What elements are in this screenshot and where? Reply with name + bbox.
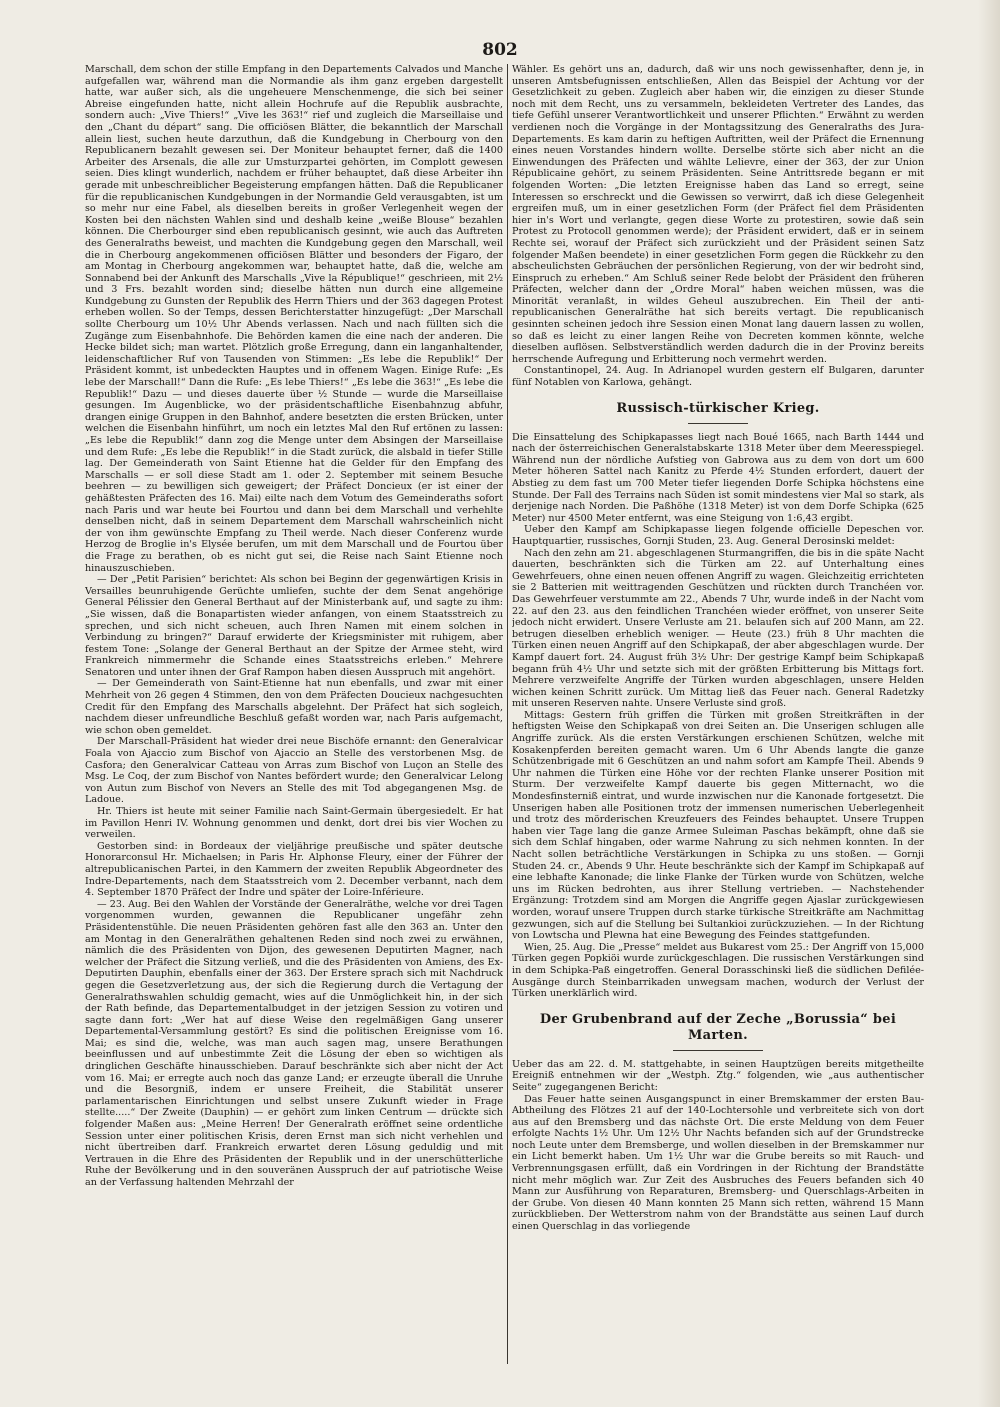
section-headline-war	[512, 401, 924, 424]
headline-text: Russisch-türkischer Krieg.	[616, 400, 820, 416]
paragraph: Gestorben sind: in Bordeaux der vieljährige preußische und später deutsche Honorarconsul Hr. Michaelsen; in Paris Hr. Alphonse Fleury, einer der Führer der altrepublicanischen Partei, in den Kammern der zweiten Republik Abgeordneter des Indre-Departements, nach dem Staatsstreich vom 2. December verbannt, nach dem 4. September 1870 Präfect der Indre und später der Loire-Inférieure.	[85, 840, 503, 899]
paragraph: Wähler. Es gehört uns an, dadurch, daß wir uns noch gewissenhafter, denn je, in unseren Amtsbefugnissen entschließen, Allen das Beispiel der Achtung vor der Gesetzlichkeit zu geben. Zugleich aber haben wir, die einzigen zu dieser Stunde noch mit dem Recht, uns zu versammeln, bekleideten Vertreter des Landes, das tiefe Gefühl unserer Verantwortlichkeit und unserer Pflichten.“ Erwähnt zu werden verdienen noch die Vorgänge in der Montagssitzung des Generalraths des Jura-Departements. Es kam darin zu heftigen Auftritten, weil der Präfect die Ernennung eines neuen Vorstandes hindern wollte. Derselbe störte sich aber nicht an die Einwendungen des Präfecten und wählte Lelievre, einer der 363, der zur Union Républicaine gehört, zu seinem Präsidenten. Seine Antrittsrede begann er mit folgenden Worten: „Die letzten Ereignisse haben das Land so erregt, seine Interessen so erschreckt und die Gewissen so verwirrt, daß ich diese Gelegenheit ergreifen muß, um in einer gesetzlichen Form (der Präfect fiel dem Präsidenten hier in's Wort und verlangte, gegen diese Worte zu protestiren, sowie daß sein Protest zu Protocoll genommen werde); der Präsident erwidert, daß er in seinem Rechte sei, worauf der Präfect sich zurückzieht und der Präsident seinen Satz folgender Maßen beendete) in einer gesetzlichen Form gegen die Rückkehr zu den abscheulichsten Gebräuchen der persönlichen Regierung, von der wir bedroht sind, Einspruch zu erheben.“ Am Schluß seiner Rede belobt der Präsident den früheren Präfecten, welcher dann der „Ordre Moral“ haben weichen müssen, was die Minorität veranlaßt, in wildes Geheul auszubrechen. Ein Theil der anti-republicanischen Generalräthe hat sich bereits vertagt. Die republicanisch gesinnten scheinen jedoch ihre Session einen Monat lang dauern lassen zu wollen, so daß es leicht zu einer langen Reihe von Decreten kommen könnte, welche dieselben auflösen. Selbstverständlich werden dadurch die in der Provinz bereits herrschende Aufregung und Erbitterung noch vermehrt werden.	[512, 64, 924, 365]
paragraph: — Der Gemeinderath von Saint-Etienne hat nun ebenfalls, und zwar mit einer Mehrheit von 26 gegen 4 Stimmen, den von dem Präfecten Doucieux nachgesuchten Credit für den Empfang des Marschalls abgelehnt. Der Präfect hat sich sogleich, nachdem dieser unfreundliche Beschluß gefaßt worden war, nach Paris aufgemacht, wie schon oben gemeldet.	[85, 678, 503, 736]
paragraph: Marschall, dem schon der stille Empfang in den Departements Calvados und Manche aufgefallen war, während man die Normandie als ihm ganz ergeben dargestellt hatte, war außer sich, als die ungeheuere Menschenmenge, die sich bei seiner Abreise eingefunden hatte, nicht allein Hochrufe auf die Republik ausbrachte, sondern auch: „Vive Thiers!“ „Vive les 363!“ rief und zugleich die Marseillaise und den „Chant du départ“ sang. Die officiösen Blätter, die bekanntlich der Marschall allein liest, suchen heute darzuthun, daß die Kundgebung in Cherbourg von den Republicanern bezahlt gewesen sei. Der Moniteur behauptet ferner, daß die 1400 Arbeiter des Arsenals, die alle zur Umsturzpartei gehörten, im Complott gewesen seien. Dies klingt wunderlich, nachdem er früher behauptet, daß diese Arbeiter ihn gerade mit unbeschreiblicher Begeisterung empfangen hätten. Daß die Republicaner für die republicanischen Kundgebungen in der Normandie Geld verausgabten, ist um so mehr nur eine Fabel, als dieselben bereits in großer Verlegenheit wegen der Kosten bei den nächsten Wahlen sind und deshalb keine „weiße Blouse“ bezahlen können. Die Cherbourger sind eben republicanisch gesinnt, wie auch das Auftreten des Generalraths beweist, und machten die Kundgebung gegen den Marschall, weil die in Cherbourg angekommenen officiösen Blätter und besonders der Figaro, der am Montag in Cherbourg angekommen war, behauptet hatte, daß die, welche am Sonnabend bei der Ankunft des Marschalls „Vive la République!“ geschrieen, mit 2½ und 3 Frs. bezahlt worden sind; dieselbe hätten nun durch eine allgemeine Kundgebung zu Gunsten der Republik des Herrn Thiers und der 363 dagegen Protest erheben wollen. So der Temps, dessen Berichterstatter hinzugefügt: „Der Marschall sollte Cherbourg um 10½ Uhr Abends verlassen. Nach und nach füllten sich die Zugänge zum Eisenbahnhofe. Die Behörden kamen die eine nach der anderen. Die Hecke bildet sich; man wartet. Plötzlich große Erregung, dann ein langanhaltender, leidenschaftlicher Ruf von Tausenden von Stimmen: „Es lebe die Republik!“ Der Präsident kommt, ist unbedeckten Hauptes und in offenem Wagen. Einige Rufe: „Es lebe der Marschall!“ Dann die Rufe: „Es lebe Thiers!“ „Es lebe die 363!“ „Es lebe die Republik!“ Dazu — und dieses dauerte über ½ Stunde — wurde die Marseillaise gesungen. Im Augenblicke, wo der präsidentschaftliche Eisenbahnzug abfuhr, drangen einige Gruppen in den Bahnhof, andere besetzten die ersten Brücken, unter welchen die Eisenbahn hinführt, um noch ein letztes Mal den Ruf ertönen zu lassen: „Es lebe die Republik!“ dann zog die Menge unter dem Absingen der Marseillaise und dem Rufe: „Es lebe die Republik!“ in die Stadt zurück, die alsbald in tiefer Stille lag. Der Gemeinderath von Saint Etienne hat die Gelder für den Empfang des Marschalls — er soll diese Stadt am 1. oder 2. September mit seinem Besuche beehren — zu bewilligen sich geweigert; der Präfect Doncieux (er ist einer der gehäßtesten Präfecten des 16. Mai) eilte nach dem Votum des Gemeinderaths sofort nach Paris und war heute bei Fourtou und dann bei dem Marschall und verhehlte denselben nicht, daß in seinem Departement dem Marschall wahrscheinlich nicht der von ihm gewünschte Empfang zu Theil werde. Nach dieser Conferenz wurde Herzog de Broglie in's Elysée berufen, um mit dem Marschall und de Fourtou über die Frage zu berathen, ob es nicht gut sei, die Reise nach Saint Etienne noch hinauszuschieben.	[85, 64, 503, 574]
paragraph: Constantinopel, 24. Aug. In Adrianopel wurden gestern elf Bulgaren, darunter fünf Notablen von Karlowa, gehängt.	[512, 365, 924, 389]
paragraph: Der Marschall-Präsident hat wieder drei neue Bischöfe ernannt: den Generalvicar Foala von Ajaccio zum Bischof von Ajaccio an Stelle des verstorbenen Msg. de Casfora; den Generalvicar Catteau von Arras zum Bischof von Luçon an Stelle des Msg. Le Coq, der zum Bischof von Nantes befördert wurde; den Generalvicar Lelong von Autun zum Bischof von Nevers an Stelle des mit Tod abgegangenen Msg. de Ladoue.	[85, 736, 503, 806]
right-column	[512, 64, 924, 1369]
page-number: 802	[482, 40, 518, 60]
paragraph: Ueber den Kampf am Schipkapasse liegen folgende officielle Depeschen vor. Hauptquartier, russisches, Gornji Studen, 23. Aug. General Derosinski meldet:	[512, 524, 924, 547]
paragraph: — 23. Aug. Bei den Wahlen der Vorstände der Generalräthe, welche vor drei Tagen vorgenommen wurden, gewannen die Republicaner ungefähr zehn Präsidentenstühle. Die neuen Präsidenten gehören fast alle den 363 an. Unter den am Montag in den Generalräthen gehaltenen Reden sind noch zwei zu erwähnen, nämlich die des Präsidenten von Dijon, des gewesenen Deputirten Magner, nach welcher der Präfect die Sitzung verließ, und die des Präsidenten von Amiens, des Ex-Deputirten Dauphin, ebenfalls einer der 363. Der Erstere sprach sich mit Nachdruck gegen die Gesetzverletzung aus, der sich die Regierung durch die Vertagung der Generalrathswahlen schuldig gemacht, wies auf die Unmöglichkeit hin, in der sich der Rath befinde, das Departementalbudget in der jetzigen Session zu votiren und sagte dann fort: „Wer hat auf diese Weise den regelmäßigen Gang unserer Departemental-Versammlung gestört? Es sind die politischen Ereignisse vom 16. Mai; es sind die, welche, was man auch sagen mag, unsere Berathungen beeinflussen und auf unbestimmte Zeit die Lösung der eben so wichtigen als dringlichen Geschäfte hinausschieben. Darauf beschränkte sich aber nicht der Act vom 16. Mai; er erregte auch noch das ganze Land; er erzeugte überall die Unruhe und die Besorgniß, indem er unsere Freiheit, die Stabilität unserer parlamentarischen Einrichtungen und selbst unsere Zukunft wieder in Frage stellte.....“ Der Zweite (Dauphin) — er gehört zum linken Centrum — drückte sich folgender Maßen aus: „Meine Herren! Der Generalrath eröffnet seine ordentliche Session unter einer politischen Krisis, deren Ernst man sich nicht verhehlen und nicht übertreiben darf. Frankreich erwartet deren Lösung geduldig und mit Vertrauen in die Ehre des Präsidenten der Republik und in der unerschütterliche Ruhe der Bevölkerung und in den souveränen Ausspruch der auf patriotische Weise an der Verfassung haltenden Mehrzahl der	[85, 898, 503, 1188]
column-divider	[507, 64, 508, 1364]
paragraph: Ueber das am 22. d. M. stattgehabte, in seinen Hauptzügen bereits mitgetheilte Ereigniß entnehmen wir der „Westph. Ztg.“ folgenden, wie „aus authentischer Seite“ zugegangenen Bericht:	[512, 1058, 924, 1093]
paragraph: Hr. Thiers ist heute mit seiner Familie nach Saint-Germain übergesiedelt. Er hat im Pavillon Henri IV. Wohnung genommen und denkt, dort drei bis vier Wochen zu verweilen.	[85, 806, 503, 841]
paragraph: Wien, 25. Aug. Die „Presse“ meldet aus Bukarest vom 25.: Der Angriff von 15,000 Türken gegen Popkiöi wurde zurückgeschlagen. Die russischen Verstärkungen sind in dem Schipka-Paß eingetroffen. General Dorasschinski ließ die südlichen Defilée-Ausgänge durch Steinbarrikaden unwegsam machen, wodurch der Verlust der Türken unerklärlich wird.	[512, 941, 924, 1000]
page-edge-shadow	[978, 0, 1000, 1407]
headline-rule	[673, 1050, 763, 1051]
headline-text: Der Grubenbrand auf der Zeche „Borussia“ bei Marten.	[539, 1011, 897, 1043]
paragraph: Das Feuer hatte seinen Ausgangspunct in einer Bremskammer der ersten Bau-Abtheilung des Flötzes 21 auf der 140-Lochtersohle und verbreitete sich von dort aus auf den Bremsberg und das nächste Ort. Die erste Meldung von dem Feuer erfolgte Nachts 1½ Uhr. Um 12½ Uhr Nachts befanden sich auf der Grundstrecke noch Leute unter dem Bremsberge, und wollen dieselben in der Bremskammer nur ein Licht bemerkt haben. Um 1½ Uhr war die Grube bereits so mit Rauch- und Verbrennungsgasen erfüllt, daß ein Vordringen in der Richtung der Brandstätte nicht mehr möglich war. Zur Zeit des Ausbruches des Feuers befanden sich 40 Mann zur Ausführung von Reparaturen, Bremsberg- und Querschlags-Arbeiten in der Grube. Von diesen 40 Mann konnten 25 Mann sich retten, während 15 Mann zurückblieben. Der Wetterstrom nahm von der Brandstätte aus seinen Lauf durch einen Querschlag in das vorliegende	[512, 1093, 924, 1233]
left-column	[85, 64, 503, 1369]
paragraph: Nach den zehn am 21. abgeschlagenen Sturmangriffen, die bis in die späte Nacht dauerten, beschränkten sich die Türken am 22. auf Unterhaltung eines Gewehrfeuers, ohne einen neuen offenen Angriff zu wagen. Gleichzeitig errichteten sie 2 Batterien mit weittragenden Geschützen und rückten durch Tranchéen vor. Das Gewehrfeuer verstummte am 22., Abends 7 Uhr, wurde indeß in der Nacht vom 22. auf den 23. aus den feindlichen Tranchéen wieder eröffnet, von unserer Seite jedoch nicht erwidert. Unsere Verluste am 21. belaufen sich auf 200 Mann, am 22. betrugen dieselben erheblich weniger. — Heute (23.) früh 8 Uhr machten die Türken einen neuen Angriff auf den Schipkapaß, der aber abgeschlagen wurde. Der Kampf dauert fort. 24. August früh 3½ Uhr: Der gestrige Kampf beim Schipkapaß begann früh 4½ Uhr und setzte sich mit der größten Erbitterung bis Mittags fort. Mehrere verzweifelte Angriffe der Türken wurden abgeschlagen, unsere Helden wichen keinen Schritt zurück. Um Mittag ließ das Feuer nach. General Radetzky mit unseren Reserven nahte. Unsere Verluste sind groß.	[512, 547, 924, 710]
headline-rule	[688, 423, 748, 424]
paragraph: Die Einsattelung des Schipkapasses liegt nach Boué 1665, nach Barth 1444 und nach der österreichischen Generalstabskarte 1318 Meter über dem Meeresspiegel. Während nun der nördliche Aufstieg von Gabrowa aus zu dem von dort um 600 Meter höheren Sattel nach Kanitz zu Pferde 4½ Stunden erfordert, dauert der Abstieg zu dem fast um 700 Meter tiefer liegenden Dorfe Schipka höchstens eine Stunde. Der Fall des Terrains nach Süden ist somit mindestens vier Mal so stark, als derjenige nach Norden. Die Paßhöhe (1318 Meter) ist von dem Dorfe Schipka (625 Meter) nur 4500 Meter entfernt, was eine Steigung von 1:6,43 ergibt.	[512, 431, 924, 524]
section-headline-mine	[512, 1012, 924, 1051]
paragraph: Mittags: Gestern früh griffen die Türken mit großen Streitkräften in der heftigsten Weise den Schipkapaß von drei Seiten an. Die Unserigen schlugen alle Angriffe zurück. Als die ersten Verstärkungen erschienen Schützen, welche mit Kosakenpferden bereiten gemacht waren. Um 6 Uhr Abends langte die ganze Schützenbrigade mit 6 Geschützen an und nahm sofort am Kampfe Theil. Abends 9 Uhr nahmen die Türken eine Höhe vor der rechten Flanke unserer Position mit Sturm. Der verzweifelte Kampf dauerte bis gegen Mitternacht, wo die Mondesfinsterniß eintrat, und wurde inzwischen nur die Kanonade fortgesetzt. Die Unserigen haben alle Positionen trotz der immensen numerischen Ueberlegenheit und trotz des mörderischen Kreuzfeuers des Feindes behauptet. Unsere Truppen haben vier Tage lang die ganze Armee Suleiman Paschas bekämpft, ohne daß sie sich dem Schlaf hingaben, oder warme Nahrung zu sich nehmen konnten. In der Nacht sollen beträchtliche Verstärkungen in Schipka zu uns stoßen. — Gornji Studen 24. cr., Abends 9 Uhr. Heute beschränkte sich der Kampf im Schipkapaß auf eine lebhafte Kanonade; die linke Flanke der Türken wurde von Schützen, welche uns im Rücken bedrohten, aus ihrer Stellung vertrieben. — Nachstehender Ergänzung: Trotzdem sind am Morgen die Angriffe gegen Ajaslar zurückgewiesen worden, worauf unsere Truppen durch starke türkische Streitkräfte am Nachmittag gezwungen, sich auf die Stellung bei Sultankioi zurückzuziehen. — In der Richtung von Lowtscha und Plewna hat eine Bewegung des Feindes stattgefunden.	[512, 709, 924, 942]
paragraph: — Der „Petit Parisien“ berichtet: Als schon bei Beginn der gegenwärtigen Krisis in Versailles beunruhigende Gerüchte umliefen, suchte der dem Senat angehörige General Pélissier den General Berthaut auf der Ministerbank auf, und sagte zu ihm: „Sie wissen, daß die Bonapartisten wieder anfangen, von einem Staatsstreich zu sprechen, und sich nicht scheuen, auch Ihren Namen mit einem solchen in Verbindung zu bringen?“ Darauf erwiderte der Kriegsminister mit ruhigem, aber festem Tone: „Solange der General Berthaut an der Spitze der Armee steht, wird Frankreich nimmermehr die Schande eines Staatsstreichs erleben.“ Mehrere Senatoren und unter ihnen der Graf Rampon haben diesen Ausspruch mit angehört.	[85, 574, 503, 678]
